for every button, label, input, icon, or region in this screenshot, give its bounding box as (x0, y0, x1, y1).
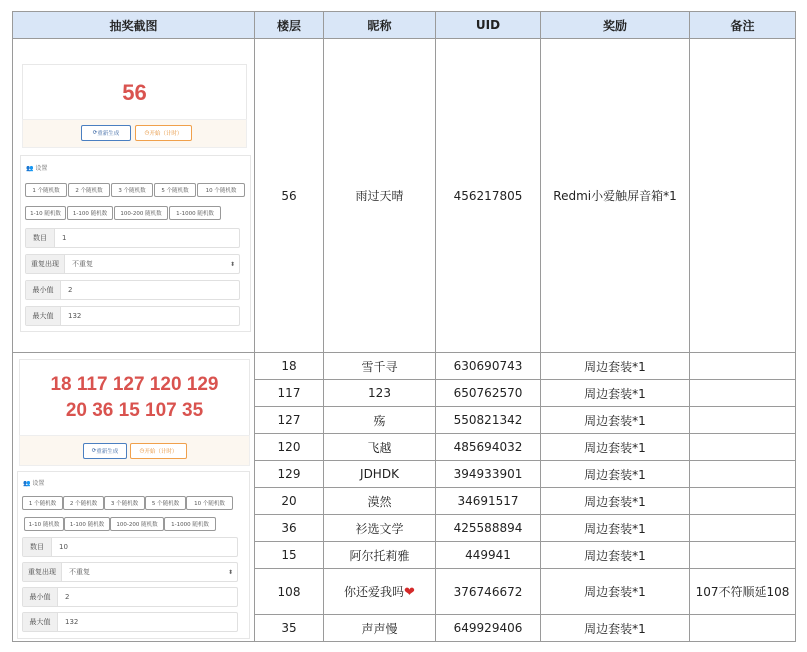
nickname-cell: 雨过天晴 (324, 39, 436, 353)
header-reward: 奖励 (541, 12, 690, 39)
floor-cell: 56 (255, 39, 324, 353)
lottery-results-table (12, 11, 796, 642)
floor-cell: 108 (255, 569, 324, 615)
reward-cell: 周边套装*1 (541, 569, 690, 615)
lottery-screenshot-2 (13, 355, 254, 639)
header-row (13, 12, 796, 39)
uid-cell: 449941 (436, 542, 541, 569)
random-count-button[interactable]: 5 个随机数 (145, 496, 186, 510)
result-number: 56 (122, 80, 147, 105)
header-floor: 楼层 (255, 12, 324, 39)
screenshot-cell-2 (13, 353, 255, 642)
regenerate-button[interactable]: ⟳ 重新生成 (81, 125, 131, 141)
chevron-updown-icon: ⬍ (229, 260, 235, 268)
uid-cell: 630690743 (436, 353, 541, 380)
reward-cell: 周边套装*1 (541, 434, 690, 461)
start-button[interactable]: ◷ 开始（计时） (135, 125, 192, 141)
random-range-button[interactable]: 1-100 随机数 (64, 517, 110, 531)
repeat-select[interactable]: 重复出现 不重复 ⬍ (25, 254, 240, 274)
floor-cell: 117 (255, 380, 324, 407)
nickname-cell: 漠然 (324, 488, 436, 515)
settings-panel (20, 155, 251, 332)
header-screenshot: 抽奖截图 (13, 12, 255, 39)
random-range-button[interactable]: 1-1000 随机数 (169, 206, 221, 220)
reward-cell: 周边套装*1 (541, 615, 690, 642)
reward-cell: 周边套装*1 (541, 515, 690, 542)
floor-cell: 129 (255, 461, 324, 488)
random-range-button[interactable]: 1-10 随机数 (24, 517, 64, 531)
refresh-icon: ⟳ (91, 448, 97, 454)
note-cell (690, 488, 796, 515)
users-icon: 👥 (23, 480, 31, 487)
random-count-button[interactable]: 10 个随机数 (197, 183, 245, 197)
floor-cell: 20 (255, 488, 324, 515)
uid-cell: 649929406 (436, 615, 541, 642)
reward-cell: 周边套装*1 (541, 488, 690, 515)
table-row (13, 39, 796, 353)
settings-panel (17, 471, 250, 639)
reward-cell: 周边套装*1 (541, 353, 690, 380)
note-cell (690, 515, 796, 542)
nickname-cell: 123 (324, 380, 436, 407)
floor-cell: 127 (255, 407, 324, 434)
result-display (19, 359, 250, 437)
uid-cell: 485694032 (436, 434, 541, 461)
note-cell (690, 380, 796, 407)
header-nickname: 昵称 (324, 12, 436, 39)
nickname-cell: JDHDK (324, 461, 436, 488)
random-range-button[interactable]: 100-200 随机数 (114, 206, 168, 220)
nickname-cell: 声声慢 (324, 615, 436, 642)
action-row (19, 435, 250, 466)
note-cell (690, 542, 796, 569)
random-range-button[interactable]: 1-1000 随机数 (164, 517, 216, 531)
nickname-cell: 衫选文学 (324, 515, 436, 542)
header-uid: UID (436, 12, 541, 39)
lottery-screenshot-1 (13, 39, 254, 352)
random-range-button[interactable]: 1-100 随机数 (67, 206, 113, 220)
random-count-button[interactable]: 1 个随机数 (22, 496, 63, 510)
random-range-button[interactable]: 100-200 随机数 (110, 517, 164, 531)
note-cell (690, 39, 796, 353)
uid-cell: 550821342 (436, 407, 541, 434)
reward-cell: 周边套装*1 (541, 461, 690, 488)
min-value-field[interactable]: 最小值 2 (25, 280, 240, 300)
nickname-cell: 阿尔托莉雅 (324, 542, 436, 569)
uid-cell: 394933901 (436, 461, 541, 488)
repeat-select[interactable]: 重复出现 不重复 ⬍ (22, 562, 238, 582)
floor-cell: 15 (255, 542, 324, 569)
settings-title: 👥 设置 (26, 165, 48, 172)
random-count-button[interactable]: 10 个随机数 (186, 496, 233, 510)
uid-cell: 376746672 (436, 569, 541, 615)
clock-icon: ◷ (144, 130, 150, 136)
note-cell (690, 615, 796, 642)
floor-cell: 120 (255, 434, 324, 461)
reward-cell: 周边套装*1 (541, 407, 690, 434)
nickname-cell: 殇 (324, 407, 436, 434)
max-value-field[interactable]: 最大值 132 (22, 612, 238, 632)
users-icon: 👥 (26, 165, 34, 172)
action-row (22, 119, 247, 148)
random-range-button[interactable]: 1-10 随机数 (25, 206, 66, 220)
nickname-cell: 飞越 (324, 434, 436, 461)
result-display (22, 64, 247, 121)
settings-title: 👥 设置 (23, 480, 45, 487)
screenshot-cell-1 (13, 39, 255, 353)
heart-icon: ❤ (404, 585, 415, 600)
reward-cell: 周边套装*1 (541, 542, 690, 569)
start-button[interactable]: ◷ 开始（计时） (130, 443, 187, 459)
refresh-icon: ⟳ (92, 130, 98, 136)
count-field[interactable]: 数目 1 (25, 228, 240, 248)
note-cell (690, 353, 796, 380)
clock-icon: ◷ (139, 448, 145, 454)
result-numbers-line2: 20 36 15 107 35 (65, 400, 204, 421)
random-count-button[interactable]: 2 个随机数 (63, 496, 104, 510)
table-row (13, 353, 796, 380)
note-cell (690, 407, 796, 434)
uid-cell: 650762570 (436, 380, 541, 407)
reward-cell: 周边套装*1 (541, 380, 690, 407)
nickname-cell: 你还爱我吗❤ (324, 569, 436, 615)
chevron-updown-icon: ⬍ (227, 568, 233, 576)
random-count-button[interactable]: 3 个随机数 (111, 183, 153, 197)
max-value-field[interactable]: 最大值 132 (25, 306, 240, 326)
random-count-button[interactable]: 3 个随机数 (104, 496, 145, 510)
random-count-button[interactable]: 5 个随机数 (154, 183, 196, 197)
count-field[interactable]: 数目 10 (22, 537, 238, 557)
floor-cell: 36 (255, 515, 324, 542)
random-count-button[interactable]: 1 个随机数 (25, 183, 67, 197)
random-count-button[interactable]: 2 个随机数 (68, 183, 110, 197)
regenerate-button[interactable]: ⟳ 重新生成 (83, 443, 127, 459)
uid-cell: 456217805 (436, 39, 541, 353)
uid-cell: 425588894 (436, 515, 541, 542)
header-note: 备注 (690, 12, 796, 39)
note-cell (690, 461, 796, 488)
nickname-cell: 雪千寻 (324, 353, 436, 380)
reward-cell: Redmi小爱触屏音箱*1 (541, 39, 690, 353)
note-cell: 107不符顺延108 (690, 569, 796, 615)
result-numbers-line1: 18 117 127 120 129 (50, 374, 219, 395)
floor-cell: 35 (255, 615, 324, 642)
floor-cell: 18 (255, 353, 324, 380)
note-cell (690, 434, 796, 461)
uid-cell: 34691517 (436, 488, 541, 515)
min-value-field[interactable]: 最小值 2 (22, 587, 238, 607)
